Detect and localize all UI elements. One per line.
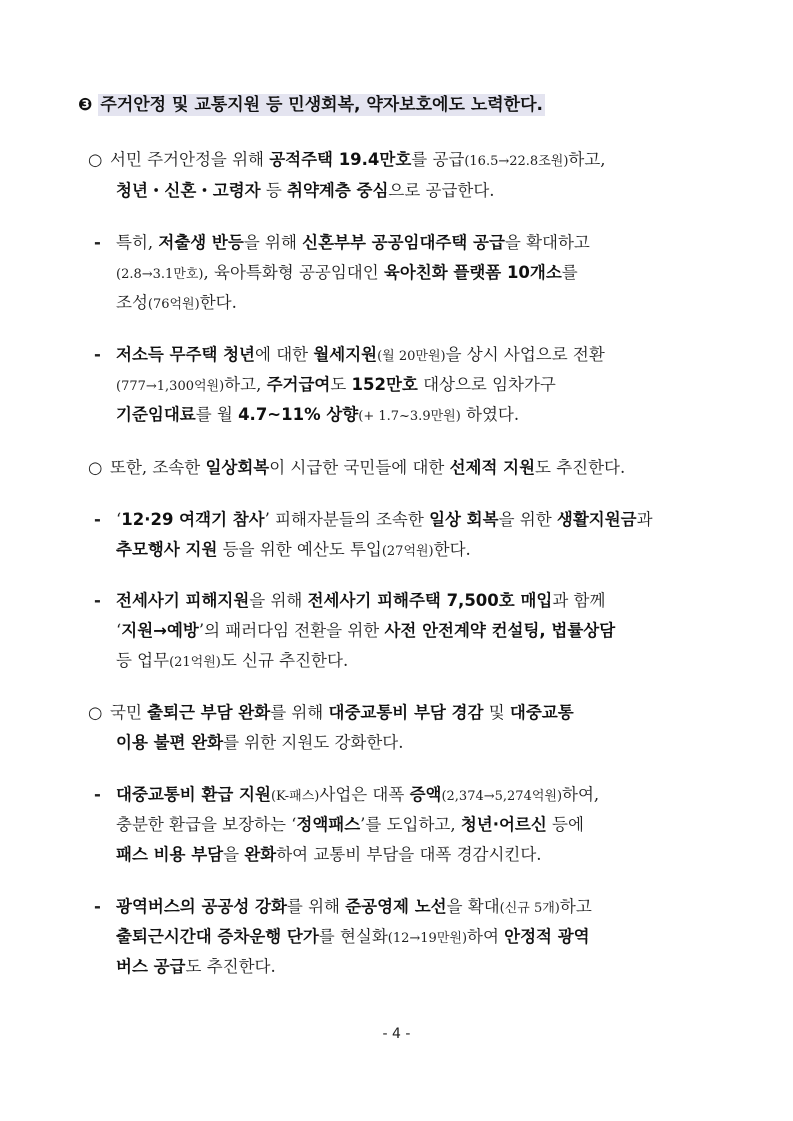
circle-bullet: ○: [88, 150, 103, 169]
p9-line3: 버스 공급도 추진한다.: [116, 957, 276, 976]
p3-line3: 기준임대료를 월 4.7~11% 상향(+ 1.7~3.9만원) 하였다.: [116, 405, 520, 424]
p4-line1: ○ 또한, 조속한 일상회복이 시급한 국민들에 대한 선제적 지원도 추진한다.: [88, 458, 626, 477]
section-heading-text: 주거안정 및 교통지원 등 민생회복, 약자보호에도 노력한다.: [100, 95, 543, 115]
p3-line2: (777→1,300억원)하고, 주거급여도 152만호 대상으로 임차가구: [116, 375, 556, 394]
p7-line1: ○ 국민 출퇴근 부담 완화를 위해 대중교통비 부담 경감 및 대중교통: [88, 703, 574, 722]
p1-line2: 청년・신혼・고령자 등 취약계층 중심으로 공급한다.: [116, 181, 495, 200]
dash-bullet: -: [94, 510, 101, 529]
dash-bullet: -: [94, 591, 101, 610]
p6-line3: 등 업무(21억원)도 신규 추진한다.: [116, 651, 349, 670]
section-number-icon: ❸: [78, 95, 93, 115]
page-number: - 4 -: [382, 1026, 411, 1042]
circle-bullet: ○: [88, 703, 103, 722]
section-heading: [78, 90, 545, 115]
p2-line2: (2.8→3.1만호), 육아특화형 공공임대인 육아친화 플랫폼 10개소를: [116, 263, 578, 282]
dash-bullet: -: [94, 345, 101, 364]
dash-bullet: -: [94, 785, 101, 804]
p9-line1: - 광역버스의 공공성 강화를 위해 준공영제 노선을 확대(신규 5개)하고: [94, 897, 592, 916]
dash-bullet: -: [94, 897, 101, 916]
p3-line1: - 저소득 무주택 청년에 대한 월세지원(월 20만원)을 상시 사업으로 전환: [94, 345, 605, 364]
p6-line1: - 전세사기 피해지원을 위해 전세사기 피해주택 7,500호 매입과 함께: [94, 591, 606, 610]
p8-line3: 패스 비용 부담을 완화하여 교통비 부담을 대폭 경감시킨다.: [116, 845, 542, 864]
p2-line3: 조성(76억원)한다.: [116, 293, 237, 312]
dash-bullet: -: [94, 233, 101, 252]
circle-bullet: ○: [88, 458, 103, 477]
p6-line2: ‘지원→예방’의 패러다임 전환을 위한 사전 안전계약 컨설팅, 법률상담: [116, 621, 616, 640]
p1-line1: ○ 서민 주거안정을 위해 공적주택 19.4만호를 공급(16.5→22.8조원)하고,: [88, 150, 606, 169]
p5-line2: 추모행사 지원 등을 위한 예산도 투입(27억원)한다.: [116, 540, 471, 559]
p8-line1: - 대중교통비 환급 지원(K-패스)사업은 대폭 증액(2,374→5,274억원)하여,: [94, 785, 600, 804]
p5-line1: - ‘12·29 여객기 참사’ 피해자분들의 조속한 일상 회복을 위한 생활지원금과: [94, 510, 653, 529]
p8-line2: 충분한 환급을 보장하는 ‘정액패스’를 도입하고, 청년·어르신 등에: [116, 815, 584, 834]
p2-line1: - 특히, 저출생 반등을 위해 신혼부부 공공임대주택 공급을 확대하고: [94, 233, 590, 252]
p7-line2: 이용 불편 완화를 위한 지원도 강화한다.: [116, 733, 404, 752]
p9-line2: 출퇴근시간대 증차운행 단가를 현실화(12→19만원)하여 안정적 광역: [116, 927, 590, 946]
